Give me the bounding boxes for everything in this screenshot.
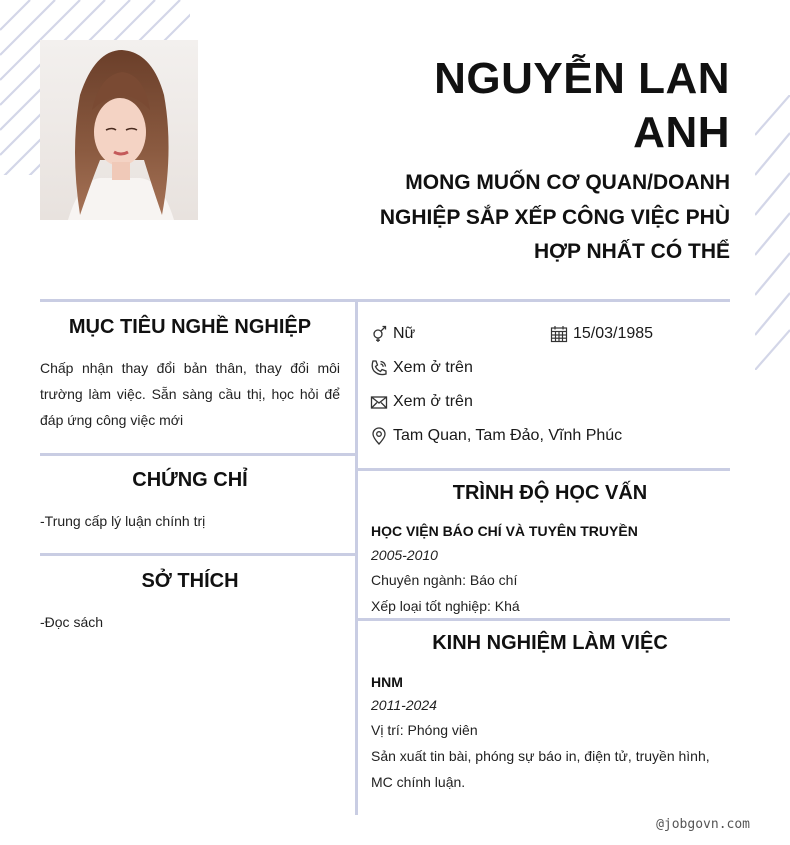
mail-icon (370, 393, 388, 411)
experience-description: Sản xuất tin bài, phóng sự báo in, điện tử, truyền hình, MC chính luận. (371, 748, 710, 790)
gender-row (370, 325, 415, 343)
location-pin-icon (370, 427, 388, 445)
certificates-text: -Trung cấp lý luận chính trị (40, 513, 206, 529)
experience-company: HNM (371, 674, 403, 690)
email-row (370, 393, 473, 411)
address-value: Tam Quan, Tam Đảo, Vĩnh Phúc (393, 427, 623, 444)
divider-left-1 (40, 453, 355, 456)
decorative-stripes-right (755, 95, 790, 370)
divider-right-2 (358, 618, 730, 621)
education-grade: Xếp loại tốt nghiệp: Khá (371, 598, 520, 614)
hobbies-title: SỞ THÍCH (141, 570, 239, 592)
calendar-icon (550, 325, 568, 343)
gender-value: Nữ (393, 325, 416, 342)
birthdate-row (550, 325, 653, 343)
profile-photo (40, 40, 198, 220)
email-value: Xem ở trên (393, 393, 473, 410)
divider-left-2 (40, 553, 355, 556)
experience-position: Vị trí: Phóng viên (371, 722, 478, 738)
phone-icon (370, 359, 388, 377)
gender-icon (370, 325, 388, 343)
career-goal-title: MỤC TIÊU NGHỀ NGHIỆP (68, 316, 312, 338)
candidate-name: NGUYỄN LAN ANH (434, 54, 730, 157)
education-major: Chuyên ngành: Báo chí (371, 572, 518, 588)
birthdate-value: 15/03/1985 (573, 325, 654, 342)
education-school: HỌC VIỆN BÁO CHÍ VÀ TUYÊN TRUYỀN (371, 523, 638, 539)
experience-title: KINH NGHIỆM LÀM VIỆC (432, 632, 668, 654)
divider-vertical (355, 299, 358, 815)
address-row (370, 427, 622, 445)
phone-value: Xem ở trên (393, 359, 473, 376)
source-watermark: @jobgovn.com (656, 817, 750, 832)
phone-row (370, 359, 473, 377)
experience-period: 2011-2024 (371, 697, 437, 713)
divider-top (40, 299, 730, 302)
education-period: 2005-2010 (371, 547, 438, 563)
desired-position: MONG MUỐN CƠ QUAN/DOANH NGHIỆP SẮP XẾP CÔNG VIỆC PHÙ HỢP NHẤT CÓ THỂ (379, 171, 730, 263)
certificates-title: CHỨNG CHỈ (132, 469, 248, 491)
education-title: TRÌNH ĐỘ HỌC VẤN (452, 482, 648, 504)
hobbies-text: -Đọc sách (40, 614, 104, 630)
career-goal-text: Chấp nhận thay đổi bản thân, thay đổi môi trường làm việc. Sẵn sàng cầu thị, học hỏi để đáp ứng công việc mới (40, 360, 340, 428)
divider-right-1 (358, 468, 730, 471)
